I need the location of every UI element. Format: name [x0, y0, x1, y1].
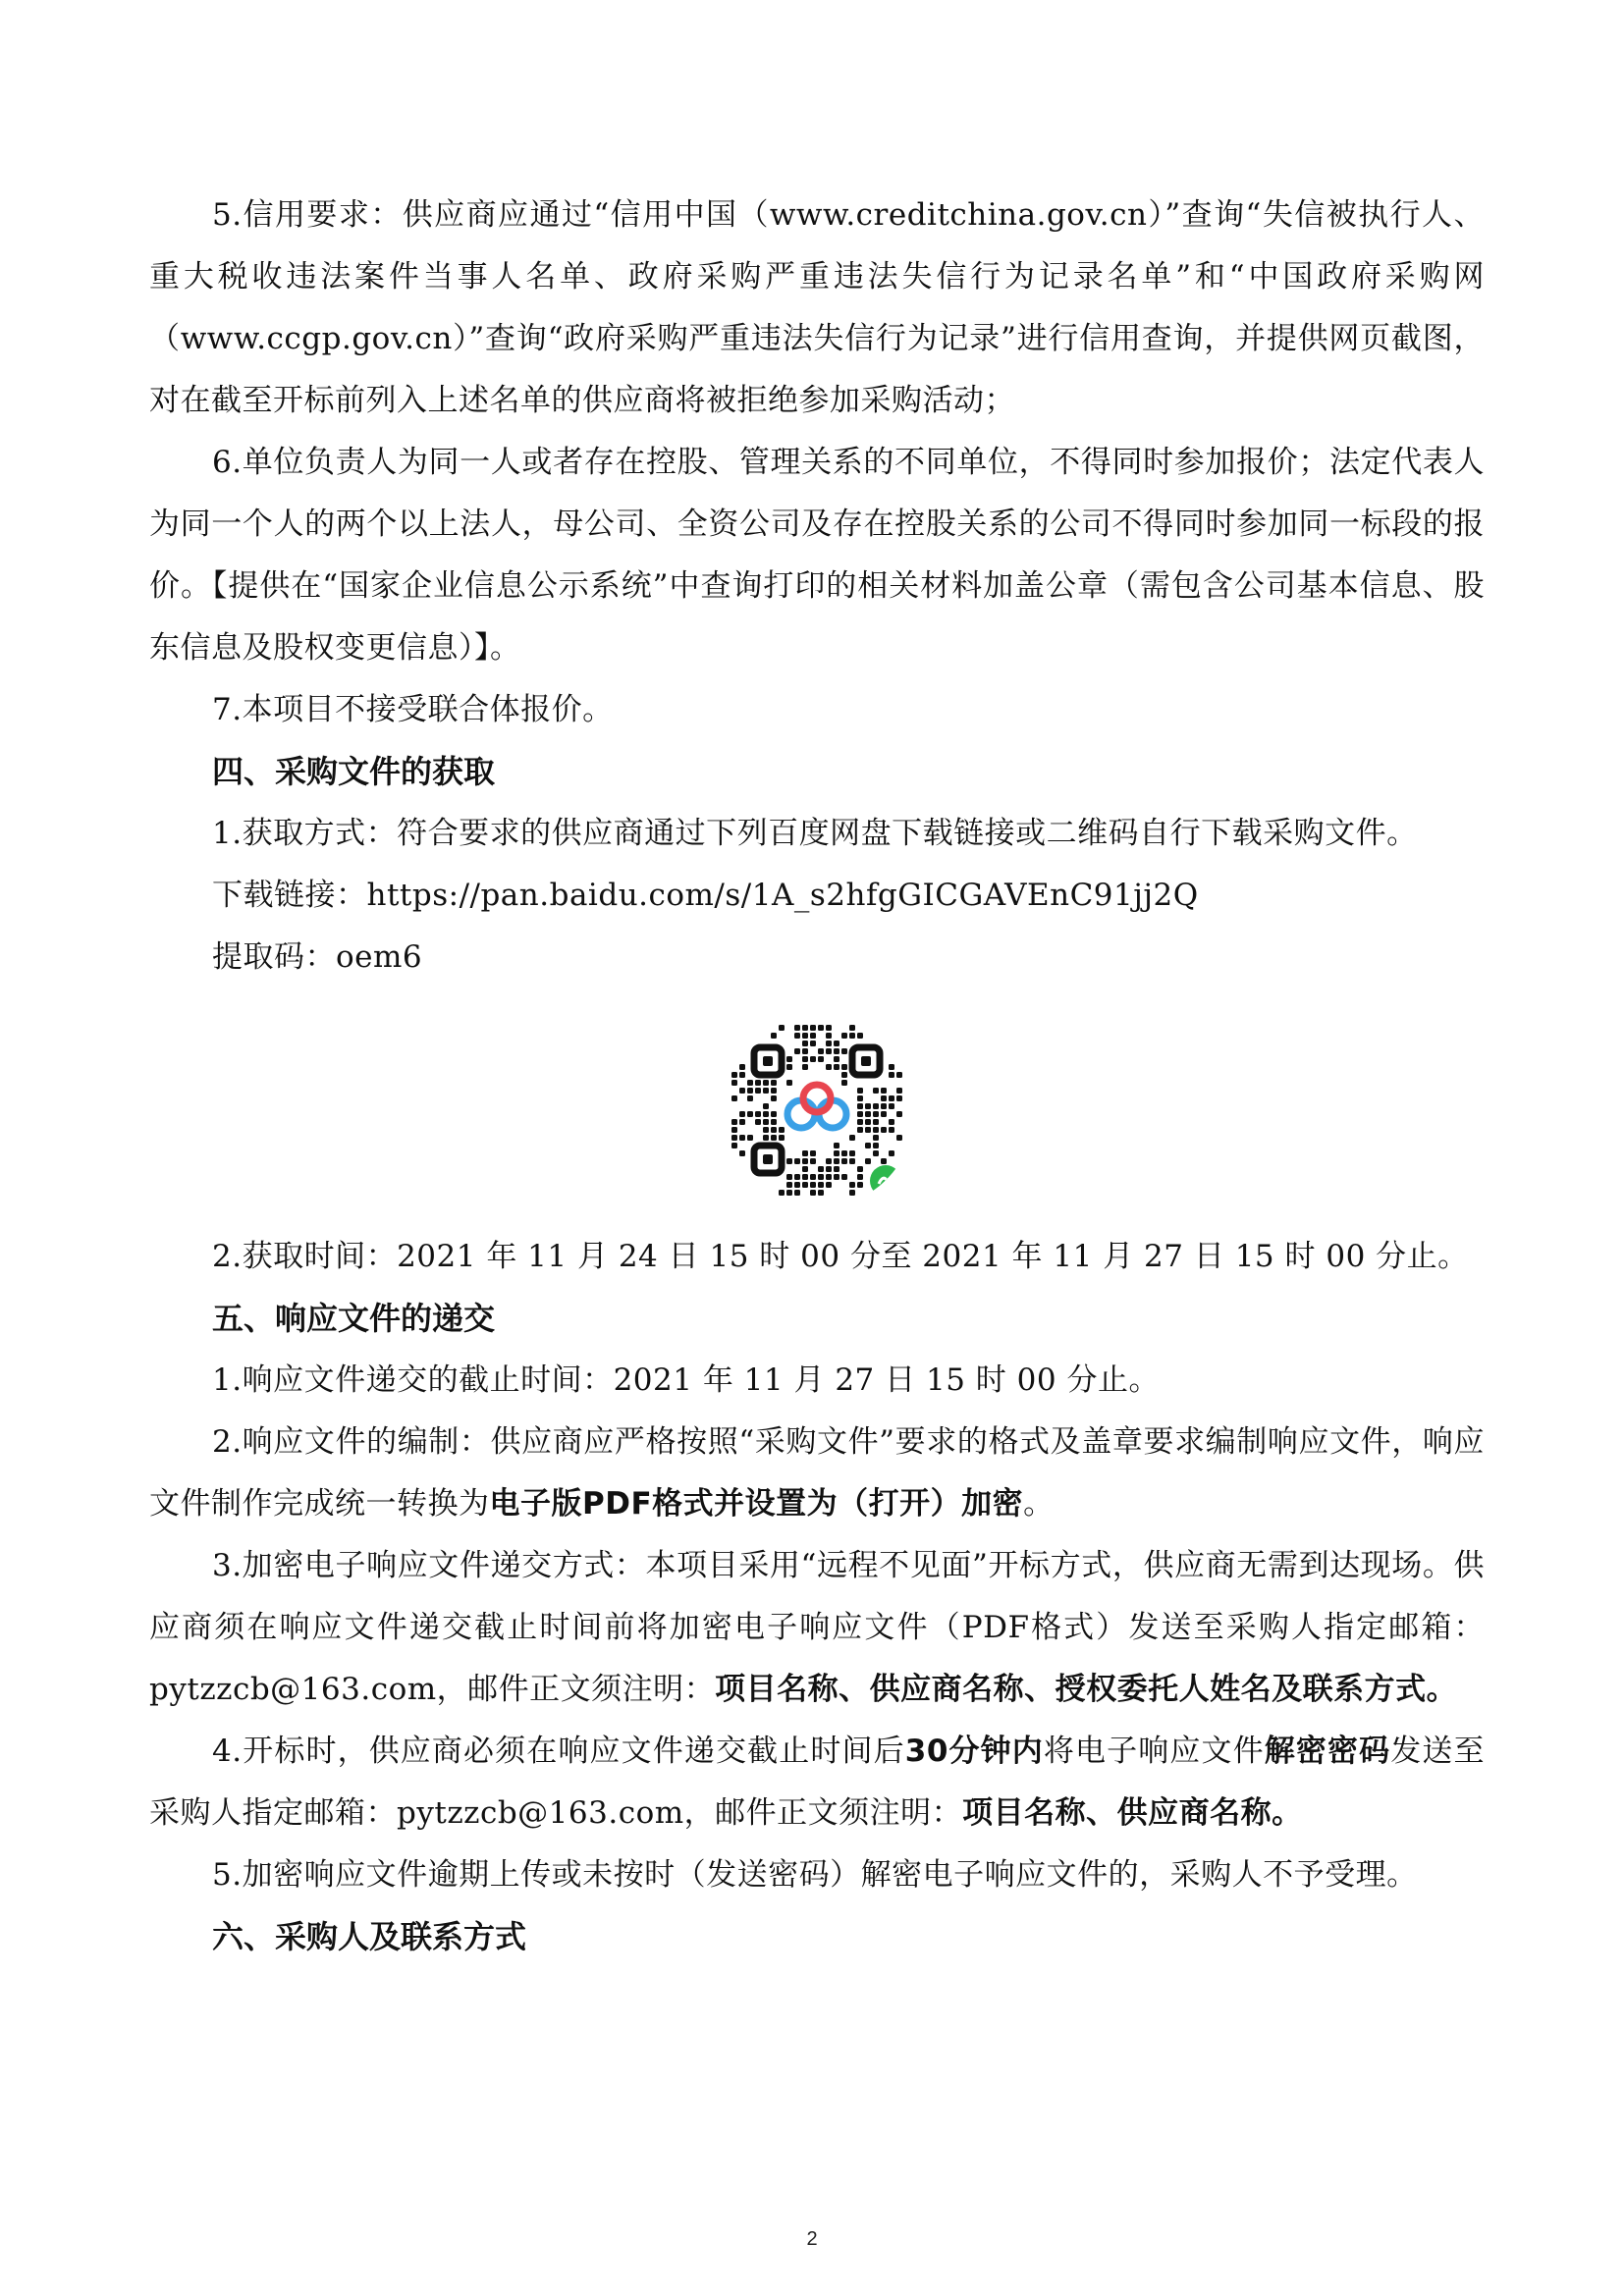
- related-party-paragraph: 6.单位负责人为同一人或者存在控股、管理关系的不同单位，不得同时参加报价；法定代表人为同一个人的两个以上法人，母公司、全资公司及存在控股关系的公司不得同时参加同一标段的报价。【提供在“国家企业信息公示系统”中查询打印的相关材料加盖公章（需包含公司基本信息、股东信息及股权变更信息）】。: [149, 445, 1485, 666]
- opening-text-1: 4.开标时，供应商必须在响应文件递交截止时间后: [212, 1734, 905, 1769]
- preparation-end: 。: [1023, 1486, 1055, 1522]
- opening-paragraph: [149, 1721, 1485, 1844]
- preparation-emphasis: 电子版PDF格式并设置为（打开）加密: [489, 1486, 1024, 1522]
- opening-text-2: 将电子响应文件: [1043, 1734, 1265, 1769]
- page-number: 2: [806, 2228, 818, 2250]
- submission-method-text: 3.加密电子响应文件递交方式：本项目采用“远程不见面”开标方式，供应商无需到达现场。供应商须在响应文件递交截止时间前将加密电子响应文件（PDF格式）发送至采购人指定邮箱：pytzzcb@163.com，邮件正文须注明：: [149, 1548, 1485, 1707]
- section-heading-submission: 五、响应文件的递交: [212, 1300, 496, 1337]
- document-body: [149, 185, 1485, 1968]
- deadline-paragraph: 1.响应文件递交的截止时间：2021 年 11 月 27 日 15 时 00 分止。: [212, 1362, 1160, 1398]
- qr-code-icon[interactable]: [719, 1012, 915, 1208]
- no-consortium-paragraph: 7.本项目不接受联合体报价。: [212, 692, 614, 727]
- obtain-method-paragraph: 1.获取方式：符合要求的供应商通过下列百度网盘下载链接或二维码自行下载采购文件。: [212, 816, 1418, 851]
- submission-method-paragraph: [149, 1535, 1485, 1721]
- submission-method-emphasis: 项目名称、供应商名称、授权委托人姓名及联系方式。: [715, 1672, 1458, 1707]
- qr-code-container: [149, 1012, 1485, 1208]
- obtain-time-paragraph: 2.获取时间：2021 年 11 月 24 日 15 时 00 分至 2021 年 11 月 27 日 15 时 00 分止。: [212, 1239, 1469, 1274]
- credit-requirement-paragraph: 5.信用要求：供应商应通过“信用中国（www.creditchina.gov.cn）”查询“失信被执行人、重大税收违法案件当事人名单、政府采购严重违法失信行为记录名单”和“中国政府采购网（www.ccgp.gov.cn）”查询“政府采购严重违法失信行为记录”进行信用查询，并提供网页截图，对在截至开标前列入上述名单的供应商将被拒绝参加采购活动；: [149, 197, 1485, 418]
- preparation-text: 2.响应文件的编制：供应商应严格按照“采购文件”要求的格式及盖章要求编制响应文件，响应文件制作完成统一转换为: [149, 1424, 1485, 1522]
- late-submission-paragraph: 5.加密响应文件逾期上传或未按时（发送密码）解密电子响应文件的，采购人不予受理。: [212, 1857, 1418, 1893]
- section-heading-purchaser-contact: 六、采购人及联系方式: [212, 1918, 527, 1955]
- download-link[interactable]: 下载链接：https://pan.baidu.com/s/1A_s2hfgGICGAVEnC91jj2Q: [212, 878, 1199, 913]
- opening-emphasis-time: 30分钟内: [904, 1734, 1044, 1769]
- opening-emphasis-names: 项目名称、供应商名称。: [962, 1795, 1303, 1831]
- opening-text-3: 发送至采购人指定邮箱：pytzzcb@163.com，邮件正文须注明：: [149, 1734, 1486, 1831]
- extraction-code: 提取码：oem6: [212, 939, 423, 975]
- section-heading-obtain-documents: 四、采购文件的获取: [212, 753, 496, 790]
- preparation-paragraph: [149, 1412, 1485, 1535]
- opening-emphasis-password: 解密密码: [1264, 1734, 1391, 1769]
